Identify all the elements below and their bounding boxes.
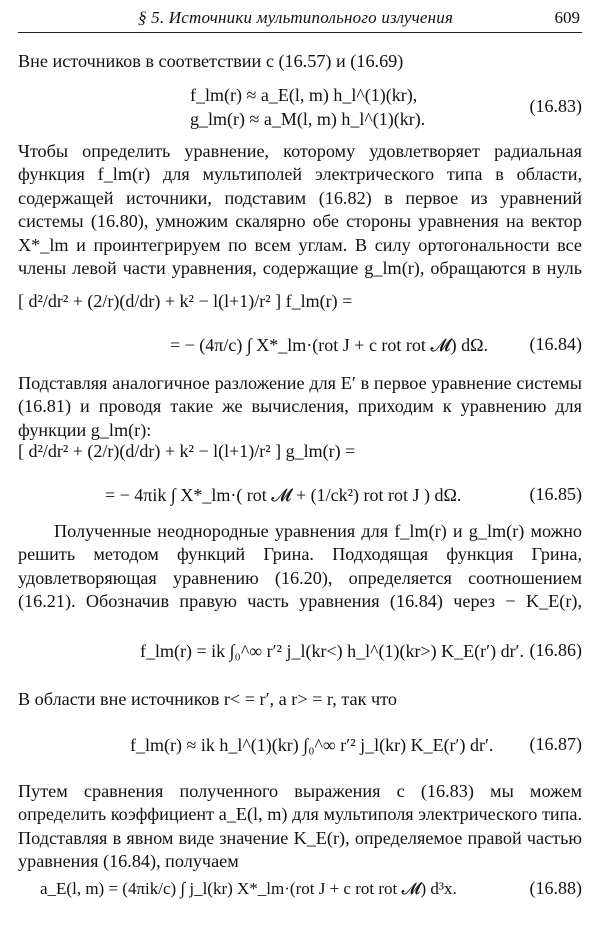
- running-header: [18, 6, 582, 32]
- equation-number-16-83: (16.83): [529, 96, 582, 116]
- equation-16-85-line-1: [ d²/dr² + (2/r)(d/dr) + k² − l(l+1)/r² ] g_lm(r) =: [18, 441, 356, 461]
- paragraph-1: Вне источников в соответствии с (16.57) и (16.69): [18, 51, 404, 71]
- equation-16-83-line-1: f_lm(r) ≈ a_E(l, m) h_l^(1)(kr),: [190, 85, 418, 105]
- paragraph-2: Чтобы определить уравнение, которому удовлетворяет радиальная функция f_lm(r) для мультиполей электрического типа в области, содержащей источники, подставим (16.82) в первое из уравнений системы (16.80), умножим скалярно обе стороны уравнения на вектор X*_lm и проинтегрируем по всем углам. В силу ортогональности все члены левой части уравнения, содержащие g_lm(r), обращаются в нуль: [18, 141, 582, 279]
- paragraph-5: В области вне источников r< = r′, а r> = r, так что: [18, 689, 397, 709]
- page-number: 609: [554, 8, 580, 27]
- equation-16-87: f_lm(r) ≈ ik h_l^(1)(kr) ∫₀^∞ r′² j_l(kr) K_E(r′) dr′.: [130, 735, 494, 755]
- equation-16-85-line-2: = − 4πik ∫ X*_lm·( rot 𝓜 + (1/ck²) rot rot J ) dΩ.: [105, 485, 462, 505]
- section-title: § 5. Источники мультипольного излучения: [138, 8, 454, 27]
- paragraph-6: Путем сравнения полученного выражения с (16.83) мы можем определить коэффициент a_E(l, m) для мультиполя электрического типа. Подставляя в явном виде значение K_E(r), определяемое правой частью уравнения (16.84), получаем: [18, 781, 582, 872]
- equation-number-16-84: (16.84): [529, 334, 582, 354]
- header-rule: [18, 32, 582, 33]
- equation-16-86: f_lm(r) = ik ∫₀^∞ r′² j_l(kr<) h_l^(1)(kr>) K_E(r′) dr′.: [140, 641, 524, 661]
- equation-number-16-88: (16.88): [529, 878, 582, 898]
- equation-16-88: a_E(l, m) = (4πik/c) ∫ j_l(kr) X*_lm·(rot J + c rot rot 𝓜) d³x.: [40, 879, 457, 898]
- equation-16-83-line-2: g_lm(r) ≈ a_M(l, m) h_l^(1)(kr).: [190, 109, 426, 129]
- equation-16-84-line-2: = − (4π/c) ∫ X*_lm·(rot J + c rot rot 𝓜) dΩ.: [170, 335, 488, 355]
- paragraph-3: Подставляя аналогичное разложение для E′ в первое уравнение системы (16.81) и проводя такие же вычисления, приходим к уравнению для функции g_lm(r):: [18, 373, 582, 440]
- equation-number-16-85: (16.85): [529, 484, 582, 504]
- equation-16-84-line-1: [ d²/dr² + (2/r)(d/dr) + k² − l(l+1)/r² ] f_lm(r) =: [18, 291, 353, 311]
- equation-number-16-86: (16.86): [529, 640, 582, 660]
- paragraph-4: Полученные неоднородные уравнения для f_lm(r) и g_lm(r) можно решить методом функций Грина. Подходящая функция Грина, удовлетворяющая уравнению (16.20), определяется соотношением (16.21). Обозначив правую часть уравнения (16.84) через − K_E(r),: [18, 521, 582, 612]
- equation-number-16-87: (16.87): [529, 734, 582, 754]
